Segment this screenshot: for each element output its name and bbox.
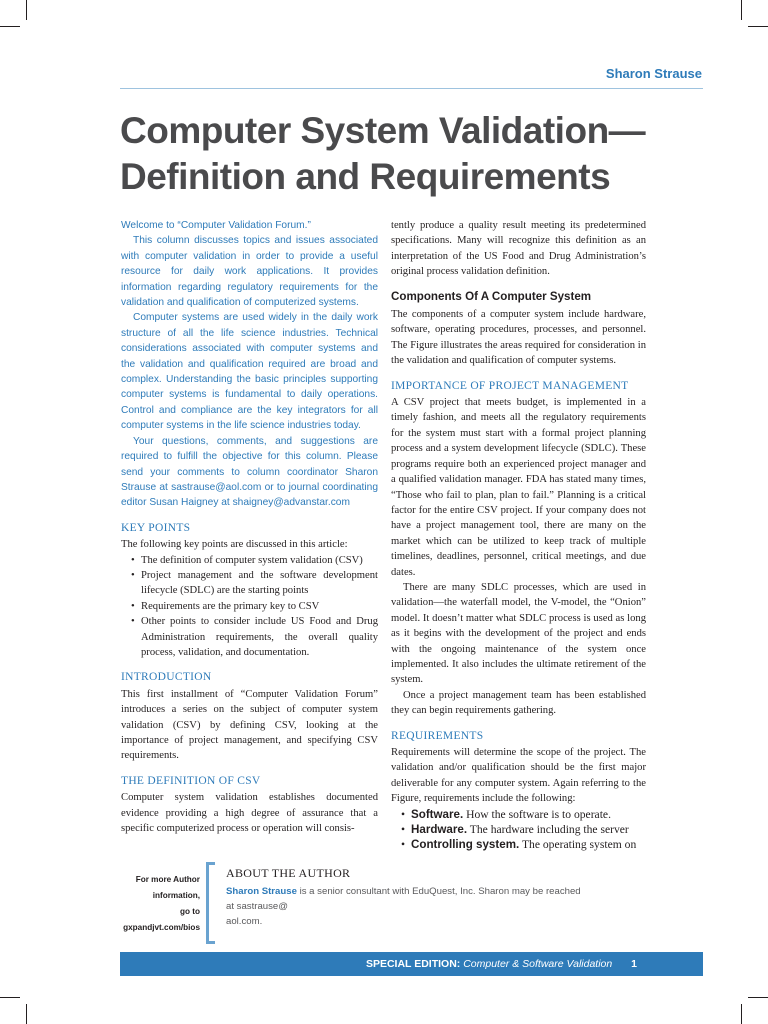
page-number: 1 [631, 958, 637, 970]
right-column [391, 218, 646, 853]
footer-text [366, 958, 637, 970]
left-column [121, 218, 378, 836]
bracket-decoration [206, 862, 215, 944]
project-management-text: Once a project management team has been established they can begin requirements gathering. [391, 689, 646, 717]
author-info-note: For more Author information, go to gxpandjvt.com/bios [120, 872, 200, 936]
crop-mark [26, 1004, 27, 1024]
intro-welcome: Welcome to “Computer Validation Forum.” [121, 220, 311, 231]
requirements-list [391, 807, 646, 853]
project-management-text: A CSV project that meets budget, is implemented in a timely fashion, and meets all the regulatory requirements for the system must start with a formal project planning process and a system development lifecycle (SDLC). These programs require both an experienced project manager and a qualified validation manager. FDA has stated many times, “Those who fail to plan, plan to fail.” Planning is a critical factor for the entire CSV project. If your company does not have a project management tool, there are many on the market which can be utilized to keep track of multiple timelines, deadlines, personnel, critical meetings, and due dates. [391, 397, 646, 578]
footer-title: Computer & Software Validation [463, 958, 613, 970]
header-rule [120, 88, 703, 89]
introduction-text: This first installment of “Computer Validation Forum” introduces a series on the subject of computer system validation (CSV) by defining CSV, looking at the importance of project management, and specifying CSV requirements. [121, 688, 378, 762]
footer-band [120, 952, 703, 976]
title-line-1: Computer System Validation— [120, 110, 646, 151]
key-points-list [121, 553, 378, 661]
definition-heading: THE DEFINITION OF CSV [121, 774, 261, 787]
about-author-box [120, 862, 680, 942]
components-text: The components of a computer system include hardware, software, operating procedures, processes, and personnel. The Figure illustrates the areas required for consideration in the validation and qualification of computer systems. [391, 309, 646, 367]
crop-mark [741, 1004, 742, 1024]
bios-link[interactable]: gxpandjvt.com/bios [123, 923, 200, 932]
author-name: Sharon Strause [226, 886, 297, 897]
project-management-text: There are many SDLC processes, which are used in validation—the waterfall model, the V-model, the “Onion” model. It doesn’t matter what SDLC process is used as long as it begins with the development of the project and ends with the ongoing maintenance of the system once implemented. It also includes the ultimate retirement of the system. [391, 581, 646, 686]
article-title [120, 108, 720, 200]
list-item: • Requirements are the primary key to CSV [131, 600, 320, 612]
crop-mark [748, 997, 768, 998]
crop-mark [0, 997, 20, 998]
project-management-heading: IMPORTANCE OF PROJECT MANAGEMENT [391, 379, 629, 392]
crop-mark [741, 0, 742, 20]
list-item: • Other points to consider include US Food and Drug Administration requirements, the overall quality process, validation, and documentation. [131, 616, 378, 658]
key-points-heading: KEY POINTS [121, 521, 191, 534]
crop-mark [0, 26, 20, 27]
list-item: • Controlling system. The operating system on [401, 838, 637, 852]
title-line-2: Definition and Requirements [120, 156, 611, 197]
intro-paragraph: This column discusses topics and issues associated with computer validation in order to provide a useful resource for daily work applications. It provides information regarding regulatory requirements for the validation and qualification of computerized systems. [121, 235, 378, 309]
definition-continued: tently produce a quality result meeting its predetermined specifications. Many will recognize this definition as an interpretation of the US Food and Drug Administration’s original process validation definition. [391, 220, 646, 278]
footer-label: SPECIAL EDITION: [365, 958, 461, 970]
list-item: • Project management and the software development lifecycle (SDLC) are the starting points [131, 569, 378, 597]
author-bio: Sharon Strause is a senior consultant with EduQuest, Inc. Sharon may be reached at sastrause@ aol.com. [226, 886, 581, 927]
list-item: • Hardware. The hardware including the server [401, 823, 629, 837]
definition-text: Computer system validation establishes documented evidence providing a high degree of assurance that a specific computerized process or operation will consis- [121, 792, 378, 835]
key-points-intro: The following key points are discussed in this article: [121, 539, 348, 551]
intro-paragraph: Computer systems are used widely in the daily work structure of all the life science industries. Technical considerations associated with computer systems and the validation and qualification required are broad and complex. Understanding the basic principles supporting computer systems is fundamental to daily operations. Control and compliance are the key integrators for all computer systems in the life science industries today. [121, 312, 378, 432]
about-author-heading: ABOUT THE AUTHOR [226, 866, 351, 880]
requirements-text: Requirements will determine the scope of the project. The validation and/or qualification should be the first major deliverable for any computer system. Again referring to the Figure, requirements include the following: [391, 747, 646, 805]
list-item: • Software. How the software is to operate. [401, 807, 611, 821]
crop-mark [748, 26, 768, 27]
introduction-heading: INTRODUCTION [121, 671, 212, 684]
requirements-heading: REQUIREMENTS [391, 729, 484, 742]
components-heading: Components Of A Computer System [391, 289, 592, 303]
column-author: Sharon Strause [605, 66, 702, 81]
intro-paragraph: Your questions, comments, and suggestions are required to fulfill the objective for this column. Please send your comments to column coordinator Sharon Strause at sastrause@aol.com or to journal coordinating editor Susan Haigney at shaigney@advanstar.com [121, 435, 378, 509]
list-item: • The definition of computer system validation (CSV) [131, 554, 363, 566]
crop-mark [26, 0, 27, 20]
